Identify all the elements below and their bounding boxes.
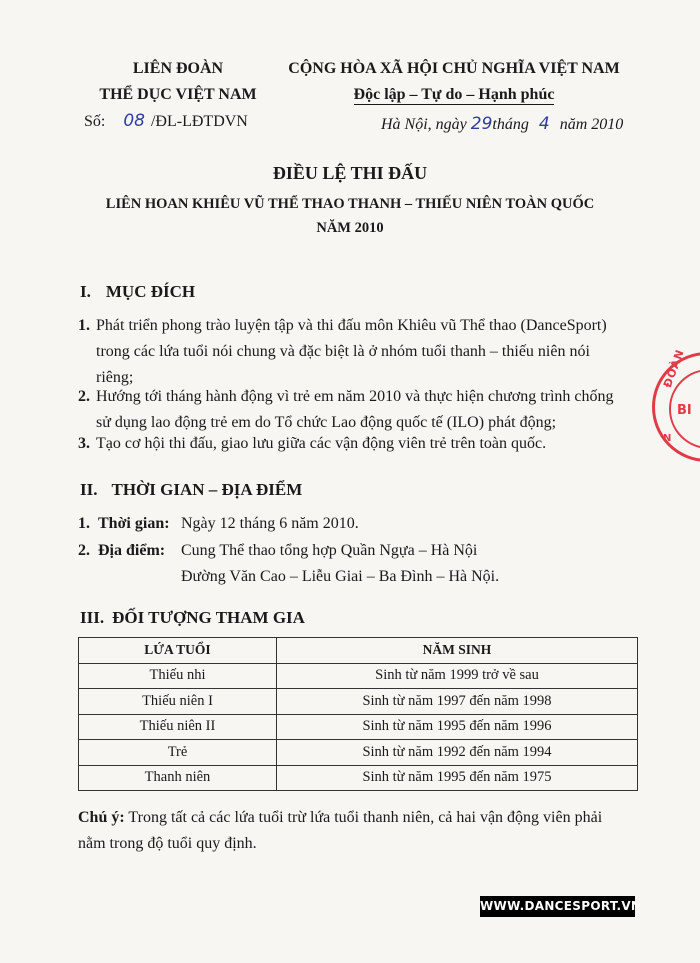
birth-cell: Sinh từ năm 1997 đến năm 1998 <box>277 689 638 715</box>
org-name-line2: THỂ DỤC VIỆT NAM <box>99 86 257 103</box>
purpose-item-3: 3. Tạo cơ hội thi đấu, giao lưu giữa các vận động viên trẻ trên toàn quốc. <box>78 435 547 452</box>
org-name-line1: LIÊN ĐOÀN <box>132 60 224 77</box>
document-subtitle: LIÊN HOAN KHIÊU VŨ THỂ THAO THANH – THIẾU NIÊN TOÀN QUỐC <box>105 196 595 212</box>
table-row <box>79 689 638 715</box>
age-group-table <box>78 637 638 791</box>
date-month-word: tháng <box>492 116 529 133</box>
age-cell: Thiếu nhi <box>79 663 277 689</box>
date-month: 4 <box>538 114 550 134</box>
birth-cell: Sinh từ năm 1992 đến năm 1994 <box>277 740 638 766</box>
purpose-item-1: 1. Phát triển phong trào luyện tập và thi đấu môn Khiêu vũ Thể thao (DanceSport) trong các lứa tuổi nói chung và đặc biệt là ở nhóm tuổi thanh – thiếu niên nói riêng; <box>78 317 607 386</box>
column-header-birth-year: NĂM SINH <box>277 638 638 664</box>
table-row <box>79 765 638 791</box>
age-cell: Thiếu niên I <box>79 689 277 715</box>
document-number <box>84 111 248 131</box>
website-watermark: WWW.DANCESPORT.VN <box>480 896 635 917</box>
table-row <box>79 740 638 766</box>
note-line-1: Trong tất cả các lứa tuổi trừ lứa tuổi thanh niên, cả hai vận động viên phải <box>128 809 603 826</box>
table-row <box>79 663 638 689</box>
table-row <box>79 714 638 740</box>
document-date <box>381 114 623 134</box>
time-row: 1. Thời gian: Ngày 12 tháng 6 năm 2010. <box>78 515 359 532</box>
note-label: Chú ý: <box>78 809 125 826</box>
republic-name: CỘNG HÒA XÃ HỘI CHỦ NGHĨA VIỆT NAM <box>288 60 620 77</box>
birth-cell: Sinh từ năm 1999 trở về sau <box>277 663 638 689</box>
birth-cell: Sinh từ năm 1995 đến năm 1996 <box>277 714 638 740</box>
section-2-heading: II. THỜI GIAN – ĐỊA ĐIỂM <box>80 480 303 499</box>
document-year: NĂM 2010 <box>316 220 384 236</box>
age-cell: Trẻ <box>79 740 277 766</box>
section-1-heading: I. MỤC ĐÍCH <box>80 282 196 301</box>
birth-cell: Sinh từ năm 1995 đến năm 1975 <box>277 765 638 791</box>
place-row: 2. Địa điểm: Cung Thể thao tổng hợp Quần Ngựa – Hà Nội Đường Văn Cao – Liễu Giai – Ba Đình – Hà Nội. <box>78 542 500 585</box>
purpose-item-2: 2. Hướng tới tháng hành động vì trẻ em năm 2010 và thực hiện chương trình chống sử dụng lao động trẻ em do Tổ chức Lao động quốc tế (ILO) phát động; <box>78 388 614 431</box>
number-prefix: Số: <box>84 113 106 130</box>
section-3-heading: III. ĐỐI TƯỢNG THAM GIA <box>80 608 305 627</box>
number-value: 08 <box>123 111 145 131</box>
age-cell: Thanh niên <box>79 765 277 791</box>
table-header-row <box>79 638 638 664</box>
motto: Độc lập – Tự do – Hạnh phúc <box>353 86 555 103</box>
document-title: ĐIỀU LỆ THI ĐẤU <box>272 163 428 183</box>
note-paragraph <box>78 805 643 857</box>
date-year: năm 2010 <box>559 116 624 133</box>
official-stamp: ĐOÀN BI N <box>652 352 700 462</box>
age-cell: Thiếu niên II <box>79 714 277 740</box>
date-place: Hà Nội, ngày <box>381 116 467 133</box>
note-line-2: nằm trong độ tuổi quy định. <box>78 835 257 852</box>
number-suffix: /ĐL-LĐTDVN <box>150 113 248 130</box>
date-day: 29 <box>470 114 493 134</box>
column-header-age: LỨA TUỔI <box>79 638 277 664</box>
